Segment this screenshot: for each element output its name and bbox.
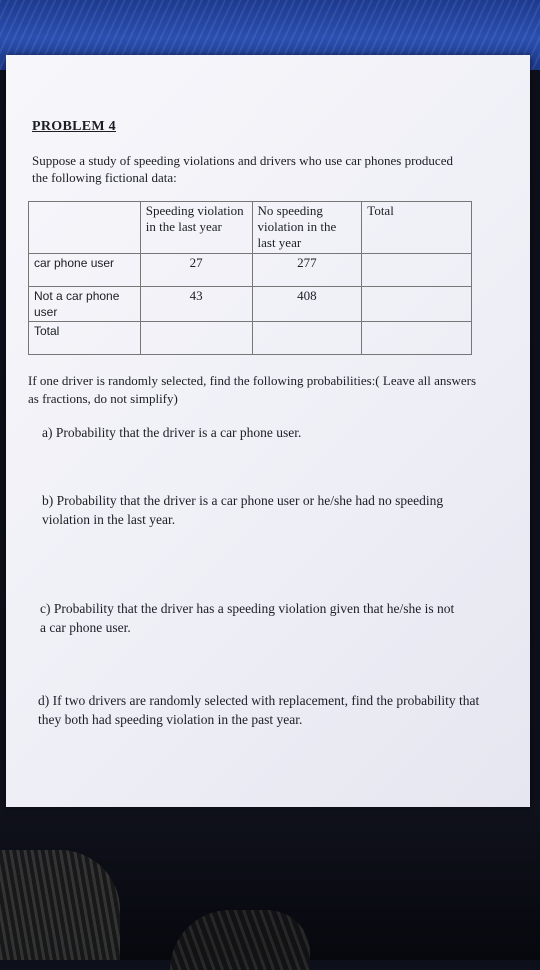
instructions-text: If one driver is randomly selected, find the following probabilities:( Leave all answers as fractions, do not simplify): [28, 373, 476, 406]
question-b: b) Probability that the driver is a car phone user or he/she had no speeding violation in the last year.: [42, 493, 444, 527]
table-header-row: [29, 202, 472, 254]
table-row: [29, 287, 472, 322]
table-cell: 277: [252, 254, 362, 287]
paper-sheet: [6, 55, 530, 807]
row-label: car phone user: [29, 254, 141, 287]
question-c: c) Probability that the driver has a speeding violation given that he/she is not a car phone user.: [40, 601, 455, 635]
table-cell: [362, 322, 472, 355]
table-row: [29, 322, 472, 355]
table-cell: [140, 322, 252, 355]
table-row: [29, 254, 472, 287]
problem-heading: PROBLEM 4: [32, 119, 116, 134]
table-header-cell: Speeding violation in the last year: [140, 202, 252, 254]
table-cell: 408: [252, 287, 362, 322]
table-cell: [252, 322, 362, 355]
data-table: [28, 201, 472, 355]
background-shoe: [0, 850, 120, 960]
table-header-cell: No speeding violation in the last year: [252, 202, 362, 254]
row-label: Not a car phone user: [29, 287, 141, 322]
row-label: Total: [29, 322, 141, 355]
table-cell: [362, 287, 472, 322]
question-d: d) If two drivers are randomly selected with replacement, find the probability that they both had speeding violation in the past year.: [38, 693, 480, 727]
question-a: a) Probability that the driver is a car phone user.: [42, 425, 302, 440]
table-cell: 43: [140, 287, 252, 322]
table-header-cell: Total: [362, 202, 472, 254]
table-cell: [362, 254, 472, 287]
table-header-cell: [29, 202, 141, 254]
table-cell: 27: [140, 254, 252, 287]
intro-text: Suppose a study of speeding violations and drivers who use car phones produced the following fictional data:: [32, 153, 453, 185]
